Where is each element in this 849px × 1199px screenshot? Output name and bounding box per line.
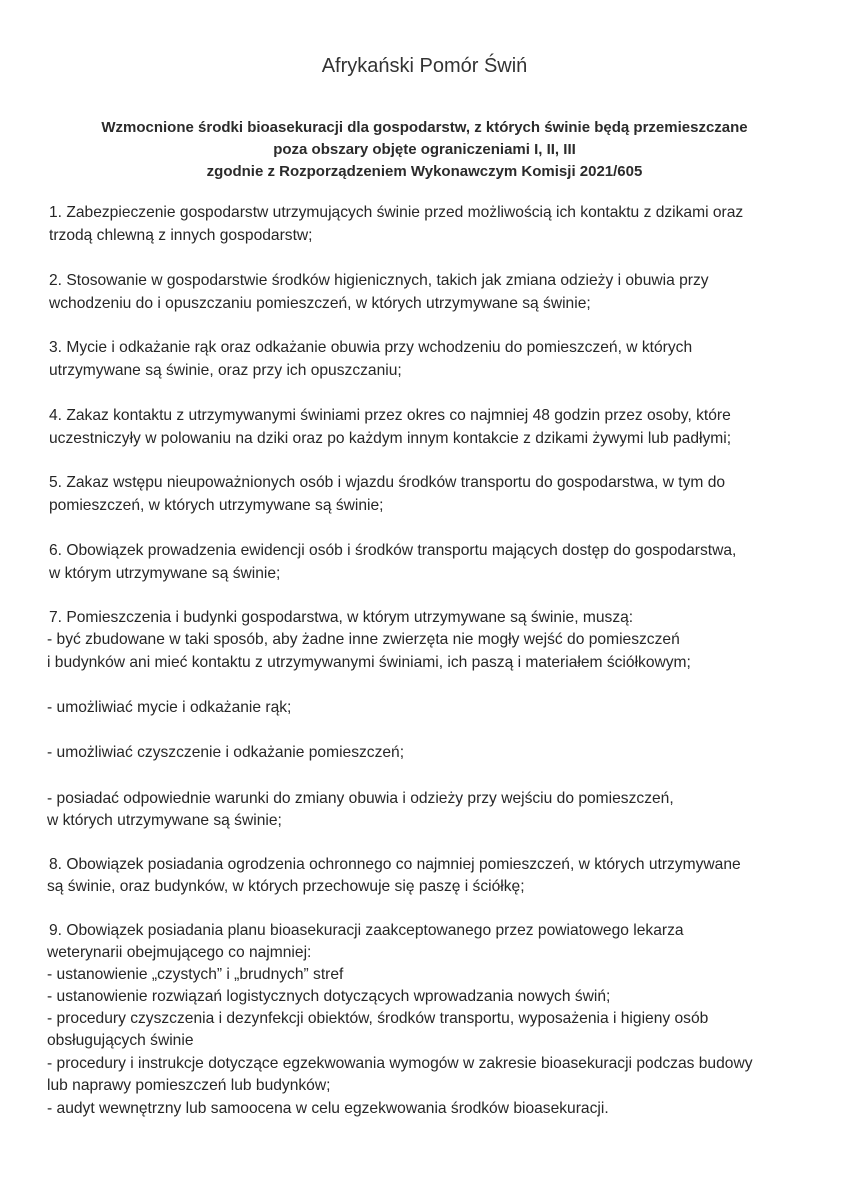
body-line: - być zbudowane w taki sposób, aby żadne inne zwierzęta nie mogły wejść do pomieszczeń bbox=[47, 631, 680, 648]
body-line: pomieszczeń, w których utrzymywane są świnie; bbox=[49, 497, 384, 514]
body-line: w których utrzymywane są świnie; bbox=[47, 812, 282, 829]
body-line: - procedury i instrukcje dotyczące egzekwowania wymogów w zakresie bioasekuracji podczas budowy bbox=[47, 1055, 753, 1072]
document-subtitle bbox=[0, 117, 849, 183]
subtitle-line: poza obszary objęte ograniczeniami I, II, III bbox=[273, 141, 576, 158]
body-line: są świnie, oraz budynków, w których przechowuje się paszę i ściółkę; bbox=[47, 878, 525, 895]
body-line: 4. Zakaz kontaktu z utrzymywanymi świniami przez okres co najmniej 48 godzin przez osoby, które bbox=[49, 407, 731, 424]
body-line: lub naprawy pomieszczeń lub budynków; bbox=[47, 1077, 331, 1094]
body-line: wchodzeniu do i opuszczaniu pomieszczeń, w których utrzymywane są świnie; bbox=[49, 295, 591, 312]
body-line: - ustanowienie „czystych” i „brudnych” stref bbox=[47, 966, 344, 983]
body-line: 9. Obowiązek posiadania planu bioasekuracji zaakceptowanego przez powiatowego lekarza bbox=[49, 922, 684, 939]
body-line: 5. Zakaz wstępu nieupoważnionych osób i wjazdu środków transportu do gospodarstwa, w tym do bbox=[49, 474, 726, 491]
body-line: i budynków ani mieć kontaktu z utrzymywanymi świniami, ich paszą i materiałem ściółkowym; bbox=[47, 654, 691, 671]
body-line: 7. Pomieszczenia i budynki gospodarstwa, w którym utrzymywane są świnie, muszą: bbox=[49, 609, 634, 626]
body-line: - procedury czyszczenia i dezynfekcji obiektów, środków transportu, wyposażenia i higieny osób bbox=[47, 1010, 709, 1027]
body-line: 2. Stosowanie w gospodarstwie środków higienicznych, takich jak zmiana odzieży i obuwia przy bbox=[49, 272, 709, 289]
document-title: Afrykański Pomór Świń bbox=[321, 55, 528, 77]
subtitle-line: Wzmocnione środki bioasekuracji dla gospodarstw, z których świnie będą przemieszczane bbox=[101, 119, 748, 136]
body-line: 8. Obowiązek posiadania ogrodzenia ochronnego co najmniej pomieszczeń, w których utrzymywane bbox=[49, 856, 741, 873]
body-line: 1. Zabezpieczenie gospodarstw utrzymujących świnie przed możliwością ich kontaktu z dzikami oraz bbox=[49, 204, 744, 221]
subtitle-line: zgodnie z Rozporządzeniem Wykonawczym Komisji 2021/605 bbox=[206, 163, 643, 180]
body-line: weterynarii obejmującego co najmniej: bbox=[47, 944, 312, 961]
body-line: - umożliwiać czyszczenie i odkażanie pomieszczeń; bbox=[47, 744, 405, 761]
body-line: - umożliwiać mycie i odkażanie rąk; bbox=[47, 699, 292, 716]
body-line: w którym utrzymywane są świnie; bbox=[49, 565, 281, 582]
body-line: - audyt wewnętrzny lub samoocena w celu egzekwowania środków bioasekuracji. bbox=[47, 1100, 609, 1117]
body-line: obsługujących świnie bbox=[47, 1032, 194, 1049]
body-line: trzodą chlewną z innych gospodarstw; bbox=[49, 227, 313, 244]
body-line: - ustanowienie rozwiązań logistycznych dotyczących wprowadzania nowych świń; bbox=[47, 988, 611, 1005]
body-line: - posiadać odpowiednie warunki do zmiany obuwia i odzieży przy wejściu do pomieszczeń, bbox=[47, 790, 674, 807]
body-line: utrzymywane są świnie, oraz przy ich opuszczaniu; bbox=[49, 362, 402, 379]
body-line: 6. Obowiązek prowadzenia ewidencji osób i środków transportu mających dostęp do gospodarstwa, bbox=[49, 542, 737, 559]
body-line: uczestniczyły w polowaniu na dziki oraz po każdym innym kontakcie z dzikami żywymi lub padłymi; bbox=[49, 430, 732, 447]
body-line: 3. Mycie i odkażanie rąk oraz odkażanie obuwia przy wchodzeniu do pomieszczeń, w których bbox=[49, 339, 693, 356]
